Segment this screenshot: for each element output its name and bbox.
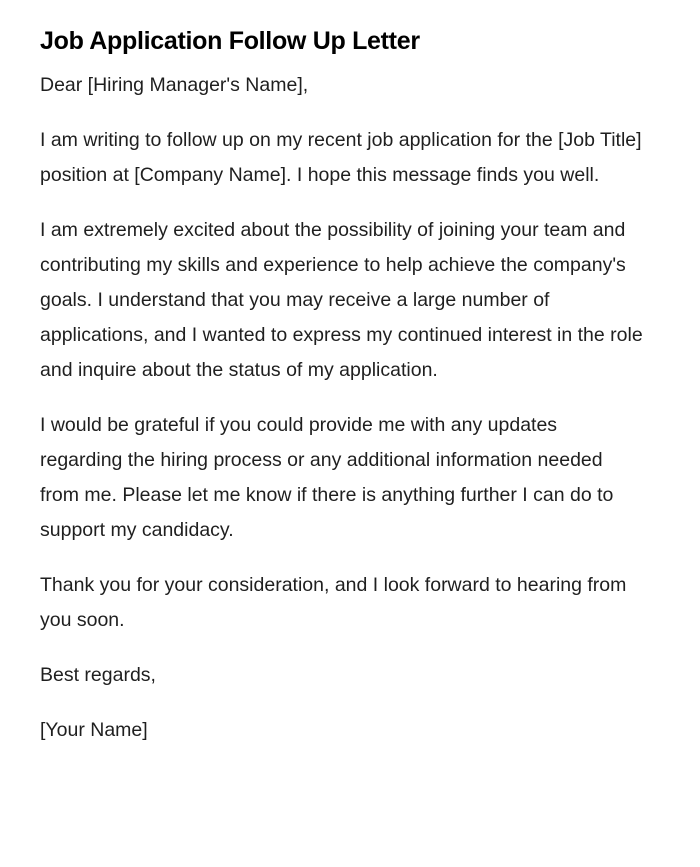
letter-title: Job Application Follow Up Letter — [40, 27, 420, 55]
letter-paragraph-intro: I am writing to follow up on my recent job application for the [Job Title] position at [Company Name]. I hope this message finds you well. — [40, 129, 642, 186]
letter-paragraph-thanks: Thank you for your consideration, and I look forward to hearing from you soon. — [40, 574, 627, 631]
letter-signature: [Your Name] — [40, 719, 148, 741]
letter-document — [40, 24, 644, 748]
letter-paragraph-request: I would be grateful if you could provide me with any updates regarding the hiring process or any additional information needed from me. Please let me know if there is anything further I can do to support my candidacy. — [40, 414, 614, 541]
letter-closing: Best regards, — [40, 664, 156, 686]
letter-salutation: Dear [Hiring Manager's Name], — [40, 74, 309, 96]
letter-paragraph-interest: I am extremely excited about the possibility of joining your team and contributing my skills and experience to help achieve the company's goals. I understand that you may receive a large number of applications, and I wanted to express my continued interest in the role and inquire about the status of my application. — [40, 219, 643, 381]
